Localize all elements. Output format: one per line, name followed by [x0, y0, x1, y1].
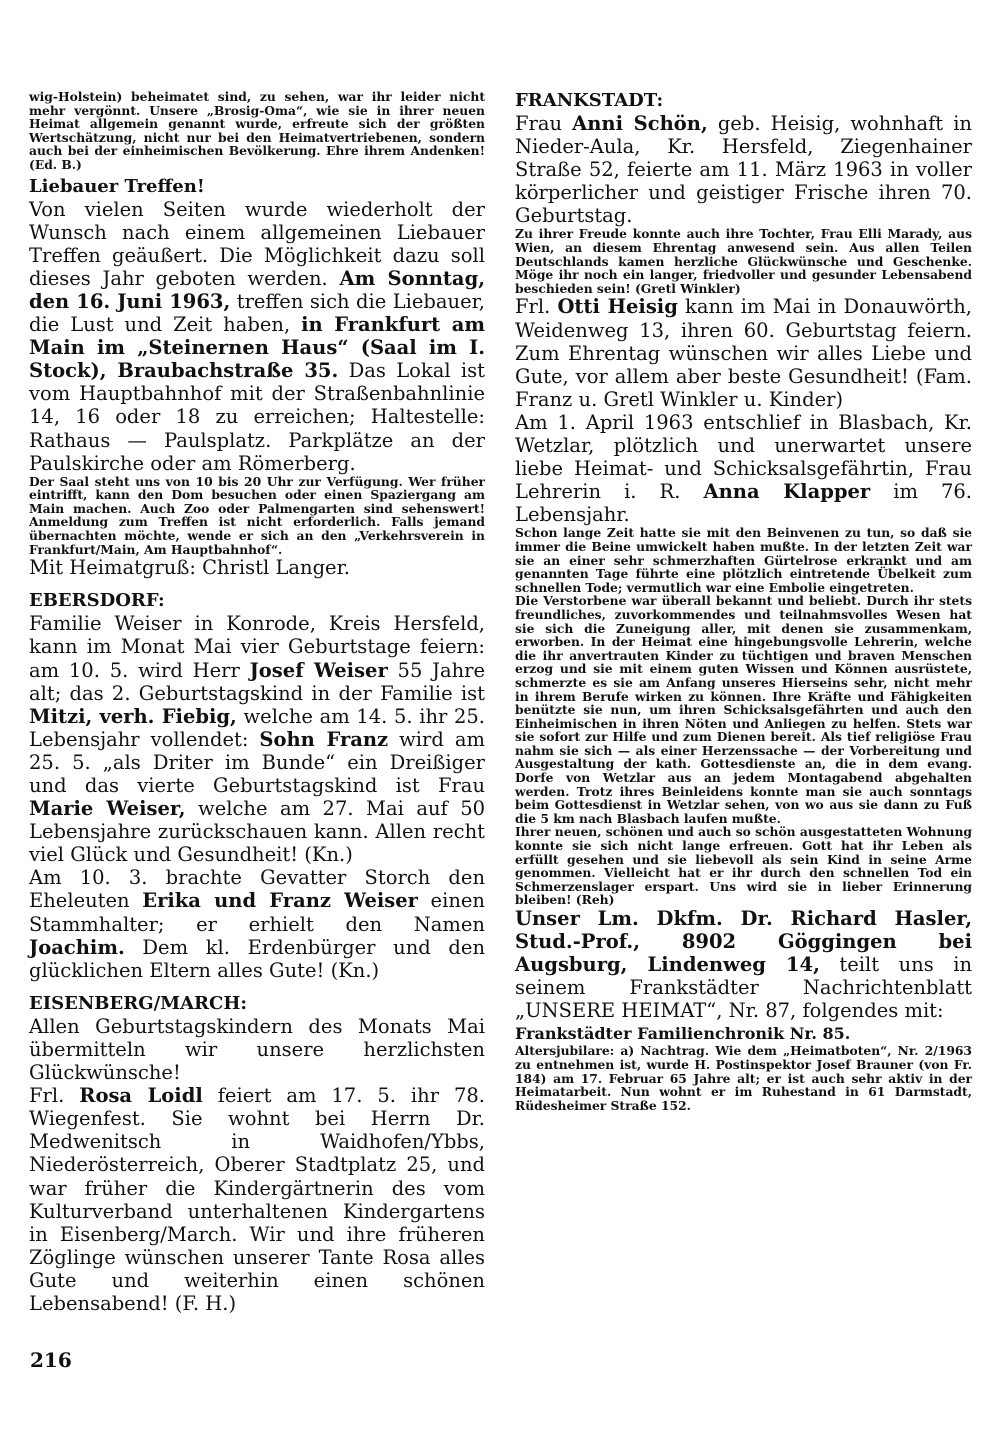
- frankstadt-anni-details: Zu ihrer Freude konnte auch ihre Tochter, Frau Elli Marady, aus Wien, an diesem Ehrentag anwesend sein. Aus allen Teilen Deutschlands kamen herzliche Glückwünsche und Geschenke. Möge ihr noch ein langer, friedvoller und gesunder Lebensabend beschieden sein! (Gretl Winkler): [515, 226, 972, 296]
- eisenberg-rosa-loidl: Frl. Rosa Loidl feiert am 17. 5. ihr 78. Wiegenfest. Sie wohnt bei Herrn Dr. Medwenitsch in Waidhofen/Ybbs, Niederösterreich, Oberer Stadtplatz 25, und war früher die Kindergärtnerin des vom Kulturverband unterhaltenen Kindergartens in Eisenberg/March. Wir und ihre früheren Zöglinge wünschen unserer Tante Rosa alles Gute und weiterhin einen schönen Lebensabend! (F. H.): [29, 1084, 485, 1315]
- heading-liebauer-treffen: Liebauer Treffen!: [29, 175, 205, 197]
- heading-eisenberg-march: EISENBERG/MARCH:: [29, 992, 247, 1014]
- frankstadt-anni-schoen: Frau Anni Schön, geb. Heisig, wohnhaft in Nieder-Aula, Kr. Hersfeld, Ziegenhainer Straße 52, feierte am 11. März 1963 in voller körperlicher und geistiger Frische ihren 70. Geburtstag.: [515, 112, 972, 228]
- chronik-altersjubilare: Altersjubilare: a) Nachtrag. Wie dem „Heimatboten“, Nr. 2/1963 zu entnehmen ist, wurde H. Postinspektor Josef Brauner (von Fr. 184) am 17. Februar 65 Jahre alt; er ist auch sehr aktiv in der Heimatarbeit. Nun wohnt er im Ruhestand in 61 Darmstadt, Rüdesheimer Straße 152.: [515, 1043, 972, 1113]
- heading-ebersdorf: EBERSDORF:: [29, 590, 165, 612]
- hasler-announcement: Unser Lm. Dkfm. Dr. Richard Hasler, Stud.-Prof., 8902 Göggingen bei Augsburg, Lindenweg 14, teilt uns in seinem Frankstädter Nachrichtenblatt „UNSERE HEIMAT“, Nr. 87, folgendes mit:: [515, 907, 973, 1023]
- treffen-announcement: Von vielen Seiten wurde wiederholt der Wunsch nach einem allgemeinen Liebauer Treffen geäußert. Die Möglichkeit dazu soll dieses Jahr geboten werden. Am Sonntag, den 16. Juni 1963, treffen sich die Liebauer, die Lust und Zeit haben, in Frankfurt am Main im „Steinernen Haus“ (Saal im I. Stock), Braubachstraße 35. Das Lokal ist vom Hauptbahnhof mit der Straßenbahnlinie 14, 16 oder 18 zu erreichen; Haltestelle: Rathaus — Paulsplatz. Parkplätze an der Paulskirche oder am Römerberg.: [29, 197, 485, 475]
- heading-familienchronik: Frankstädter Familienchronik Nr. 85.: [515, 1024, 851, 1044]
- treffen-details: Der Saal steht uns von 10 bis 20 Uhr zur Verfügung. Wer früher eintrifft, kann den Dom besuchen oder einen Spaziergang am Main machen. Auch Zoo oder Palmengarten sind sehenswert! Anmeldung zum Treffen ist nicht erforderlich. Falls jemand übernachten möchte, wende er sich an den „Verkehrsverein in Frankfurt/Main, Am Hauptbahnhof“.: [29, 473, 485, 557]
- frankstadt-otti-heisig: Frl. Otti Heisig kann im Mai in Donauwörth, Weidenweg 13, ihren 60. Geburtstag feiern. Zum Ehrentag wünschen wir alles Liebe und Gute, vor allem aber beste Gesundheit! (Fam. Franz u. Gretl Winkler u. Kinder): [515, 295, 972, 411]
- heading-frankstadt: FRANKSTADT:: [515, 90, 664, 111]
- obituary-life: Die Verstorbene war überall bekannt und beliebt. Durch ihr stets freundliches, zuvorkommendes und teilnahmsvolles Wesen hat sie sich die Zuneigung aller, mit denen sie zusammenkam, erworben. In der Heimat eine hingebungsvolle Lehrerin, welche die ihr anvertrauten Kinder zu tüchtigen und braven Menschen erzog und sie mit einem guten Wissen und Können ausrüstete, schmerzte es sie am Anfang unseres Hierseins sehr, nicht mehr in ihrem Berufe wirken zu können. Ihre Kräfte und Fähigkeiten benützte sie nun, um ihren Schicksalsgefährten und auch den Einheimischen in ihren Nöten und Anliegen zu helfen. Stets war sie sofort zur Hilfe und zum Dienen bereit. Als tief religiöse Frau nahm sie sich — als einer Herzenssache — der Vorbereitung und Ausgestaltung der kath. Gottesdienste an, die in dem evang. Dorfe von Wetzlar aus an jedem Montagabend abgehalten werden. Trotz ihres Beinleidens konnte man sie auch sonntags beim Gottesdienst in Wetzlar sehen, von wo aus sie dann zu Fuß die 5 km nach Blasbach laufen mußte.: [515, 593, 972, 826]
- ebersdorf-birthdays: Familie Weiser in Konrode, Kreis Hersfeld, kann im Monat Mai vier Geburtstage feiern: am 10. 5. wird Herr Josef Weiser 55 Jahre alt; das 2. Geburtstagskind in der Familie ist Mitzi, verh. Fiebig, welche am 14. 5. ihr 25. Lebensjahr vollendet: Sohn Franz wird am 25. 5. „als Driter im Bunde“ ein Dreißiger und das vierte Geburtstagskind ist Frau Marie Weiser, welche am 27. Mai auf 50 Lebensjahre zurückschauen kann. Allen recht viel Glück und Gesundheit! (Kn.): [29, 612, 486, 867]
- left-column: [29, 90, 485, 1315]
- obituary-closing: Ihrer neuen, schönen und auch so schön ausgestatteten Wohnung konnte sie sich nicht lange erfreuen. Gott hat ihr Leben als erfüllt gesehen und sie liebevoll als sein Kind in seine Arme genommen. Vielleicht hat er ihr durch den schnellen Tod ein Schmerzenslager erspart. Uns wird sie in lieber Erinnerung bleiben! (Reh): [515, 824, 972, 908]
- treffen-greeting: Mit Heimatgruß: Christl Langer.: [29, 556, 350, 580]
- right-column: [515, 90, 972, 1112]
- page-number: 216: [30, 1348, 72, 1372]
- frankstadt-obituary-klapper: Am 1. April 1963 entschlief in Blasbach, Kr. Wetzlar, plötzlich und unerwartet unsere liebe Heimat- und Schicksalsgefährtin, Frau Lehrerin i. R. Anna Klapper im 76. Lebensjahr.: [515, 410, 972, 527]
- obituary-illness: Schon lange Zeit hatte sie mit den Beinvenen zu tun, so daß sie immer die Beine umwickelt haben mußte. In der letzten Zeit war sie an einer sehr schmerzhaften Gürtelrose erkrankt und am genannten Tage führte eine plötzlich eintretende Übelkeit zum schnellen Tode; vermutlich war eine Embolie eingetreten.: [515, 525, 972, 595]
- eisenberg-greeting: Allen Geburtstagskindern des Monats Mai übermitteln wir unsere herzlichsten Glückwünsche!: [29, 1014, 485, 1085]
- ebersdorf-birth: Am 10. 3. brachte Gevatter Storch den Eheleuten Erika und Franz Weiser einen Stammhalter; er erhielt den Namen Joachim. Dem kl. Erdenbürger und den glücklichen Eltern alles Gute! (Kn.): [29, 866, 485, 982]
- obituary-ending: wig-Holstein) beheimatet sind, zu sehen, war ihr leider nicht mehr vergönnt. Unsere „Brosig-Oma“, wie sie in ihrer neuen Heimat allgemein genannt wurde, erfreute sich der größten Wertschätzung, nicht nur bei den Heimatvertriebenen, sondern auch bei der einheimischen Bevölkerung. Ehre ihrem Andenken! (Ed. B.): [29, 89, 485, 172]
